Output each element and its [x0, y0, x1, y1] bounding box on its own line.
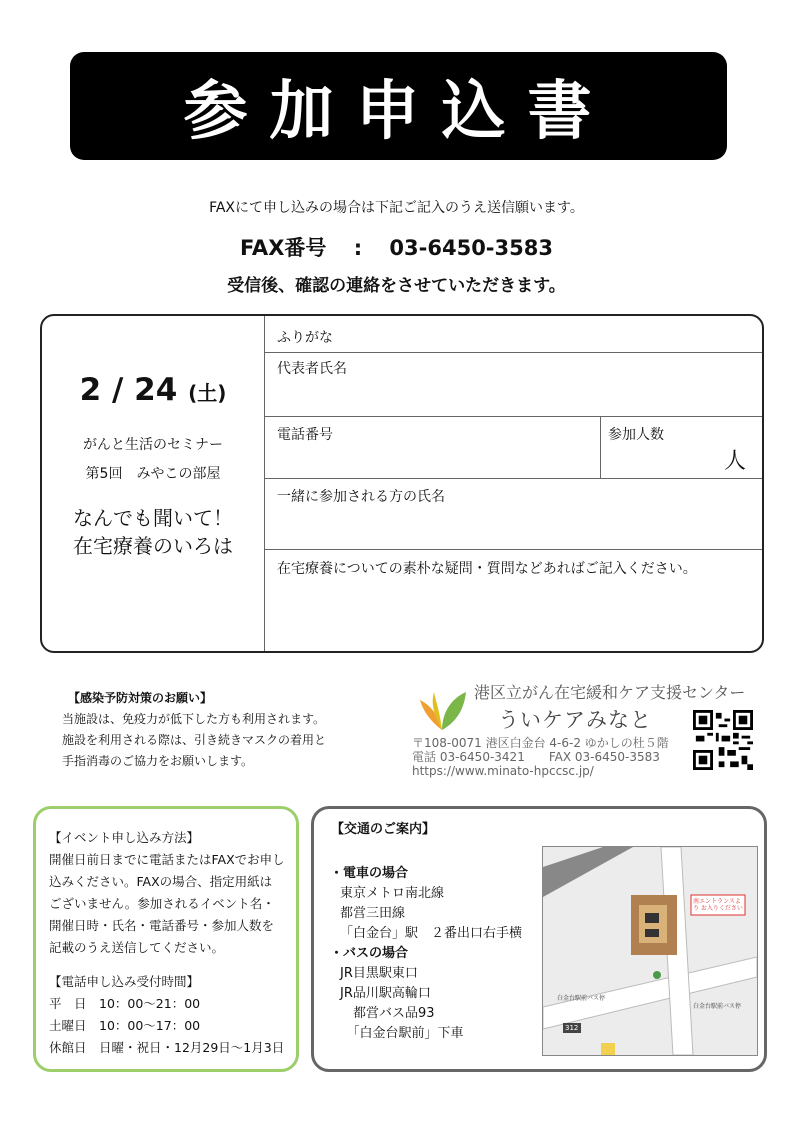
train-heading: ・電車の場合 — [330, 866, 409, 881]
fax-number-line — [0, 232, 793, 262]
confirm-note: 受信後、確認の連絡をさせていただきます。 — [227, 276, 566, 296]
phone-hours-heading: 【電話申し込み受付時間】 — [49, 974, 200, 989]
access-info — [311, 806, 767, 1072]
hours-time: 10：00～17：00 — [99, 1018, 201, 1033]
event-title-line2: 在宅療養のいろは — [73, 534, 233, 558]
fax-separator: : — [353, 236, 363, 260]
phone-field[interactable]: 電話番号 — [277, 427, 333, 443]
map-road-number: 312 — [565, 1024, 579, 1032]
map-entrance-label: 南エントランスより お入りください — [693, 898, 743, 912]
hours-row — [49, 1015, 296, 1037]
hours-day: 土曜日 — [49, 1018, 87, 1033]
train-line: 東京メトロ南北線 — [340, 886, 445, 901]
leaf-logo-icon — [412, 682, 470, 734]
event-title-line1: なんでも聞いて！ — [73, 506, 233, 530]
train-line: 都営三田線 — [340, 906, 406, 921]
fax-number: 03-6450-3583 — [389, 236, 553, 260]
application-method — [33, 806, 299, 1072]
notice-line: 当施設は、免疫力が低下した方も利用されます。 — [62, 712, 326, 726]
apply-line: 開催日時・氏名・電話番号・参加人数を — [49, 918, 275, 933]
notice-heading: 【感染予防対策のお願い】 — [68, 691, 213, 705]
apply-line: 開催日前日までに電話またはFAXでお申し — [49, 852, 285, 867]
apply-line: ございません。参加されるイベント名・ — [49, 896, 275, 911]
rep-name-field[interactable]: 代表者氏名 — [277, 361, 347, 377]
event-series: がんと生活のセミナー — [83, 437, 223, 453]
access-map — [542, 846, 758, 1056]
infection-notice — [62, 688, 326, 772]
furigana-field[interactable]: ふりがな — [277, 330, 333, 346]
qr-code-icon[interactable] — [693, 710, 753, 770]
bus-line: JR品川駅高輪口 — [340, 986, 431, 1001]
train-line: 「白金台」駅 ２番出口右手横 — [340, 926, 523, 941]
apply-heading: 【イベント申し込み方法】 — [49, 830, 200, 845]
bus-line: JR目黒駅東口 — [340, 966, 418, 981]
fax-label: FAX番号 — [240, 236, 327, 260]
hours-row — [49, 993, 296, 1015]
apply-line: 込みください。FAXの場合、指定用紙は — [49, 874, 273, 889]
org-url[interactable]: https://www.minato-hpccsc.jp/ — [412, 764, 594, 778]
hours-time: 10：00～21：00 — [99, 996, 201, 1011]
access-directions — [330, 864, 522, 1044]
organization-info — [412, 678, 762, 778]
companions-field[interactable]: 一緒に参加される方の氏名 — [277, 489, 445, 505]
event-title — [42, 504, 264, 560]
application-form — [40, 314, 764, 653]
event-date — [42, 372, 264, 408]
bus-line: 都営バス品93 — [340, 1006, 435, 1021]
hours-day: 平 日 — [49, 996, 87, 1011]
count-unit: 人 — [723, 449, 746, 474]
map-bus-stop-label: 白金台駅前バス停 — [693, 1003, 742, 1010]
event-weekday: (土) — [188, 381, 227, 405]
hours-day: 休館日 — [49, 1040, 87, 1055]
org-address: 〒108-0071 港区白金台 4-6-2 ゆかしの杜５階 — [412, 736, 669, 750]
access-heading: 【交通のご案内】 — [331, 822, 436, 837]
org-name: 港区立がん在宅緩和ケア支援センター — [474, 683, 746, 702]
bus-line: 「白金台駅前」下車 — [340, 1026, 464, 1041]
participant-count-field[interactable]: 参加人数 — [608, 427, 664, 443]
notice-line: 施設を利用される際は、引き続きマスクの着用と — [62, 733, 327, 747]
apply-line: 記載のうえ送信してください。 — [49, 940, 225, 955]
map-bus-stop-label: 白金台駅前バス停 — [557, 995, 606, 1002]
hours-time: 日曜・祝日・12月29日～1月3日 — [99, 1040, 285, 1055]
bus-heading: ・バスの場合 — [330, 946, 409, 961]
org-address-block — [412, 736, 669, 778]
notice-line: 手指消毒のご協力をお願いします。 — [62, 754, 254, 768]
org-nickname: ういケアみなと — [498, 708, 652, 732]
questions-field[interactable]: 在宅療養についての素朴な疑問・質問などあればご記入ください。 — [277, 561, 697, 577]
org-contact: 電話 03-6450-3421 FAX 03-6450-3583 — [412, 750, 660, 764]
page-title: 参加申込書 — [70, 52, 727, 160]
event-session: 第5回 みやこの部屋 — [85, 466, 221, 482]
fax-instructions: FAXにて申し込みの場合は下記ご記入のうえ送信願います。 — [209, 200, 584, 216]
hours-row — [49, 1037, 296, 1059]
event-date-value: 2 / 24 — [79, 372, 178, 408]
